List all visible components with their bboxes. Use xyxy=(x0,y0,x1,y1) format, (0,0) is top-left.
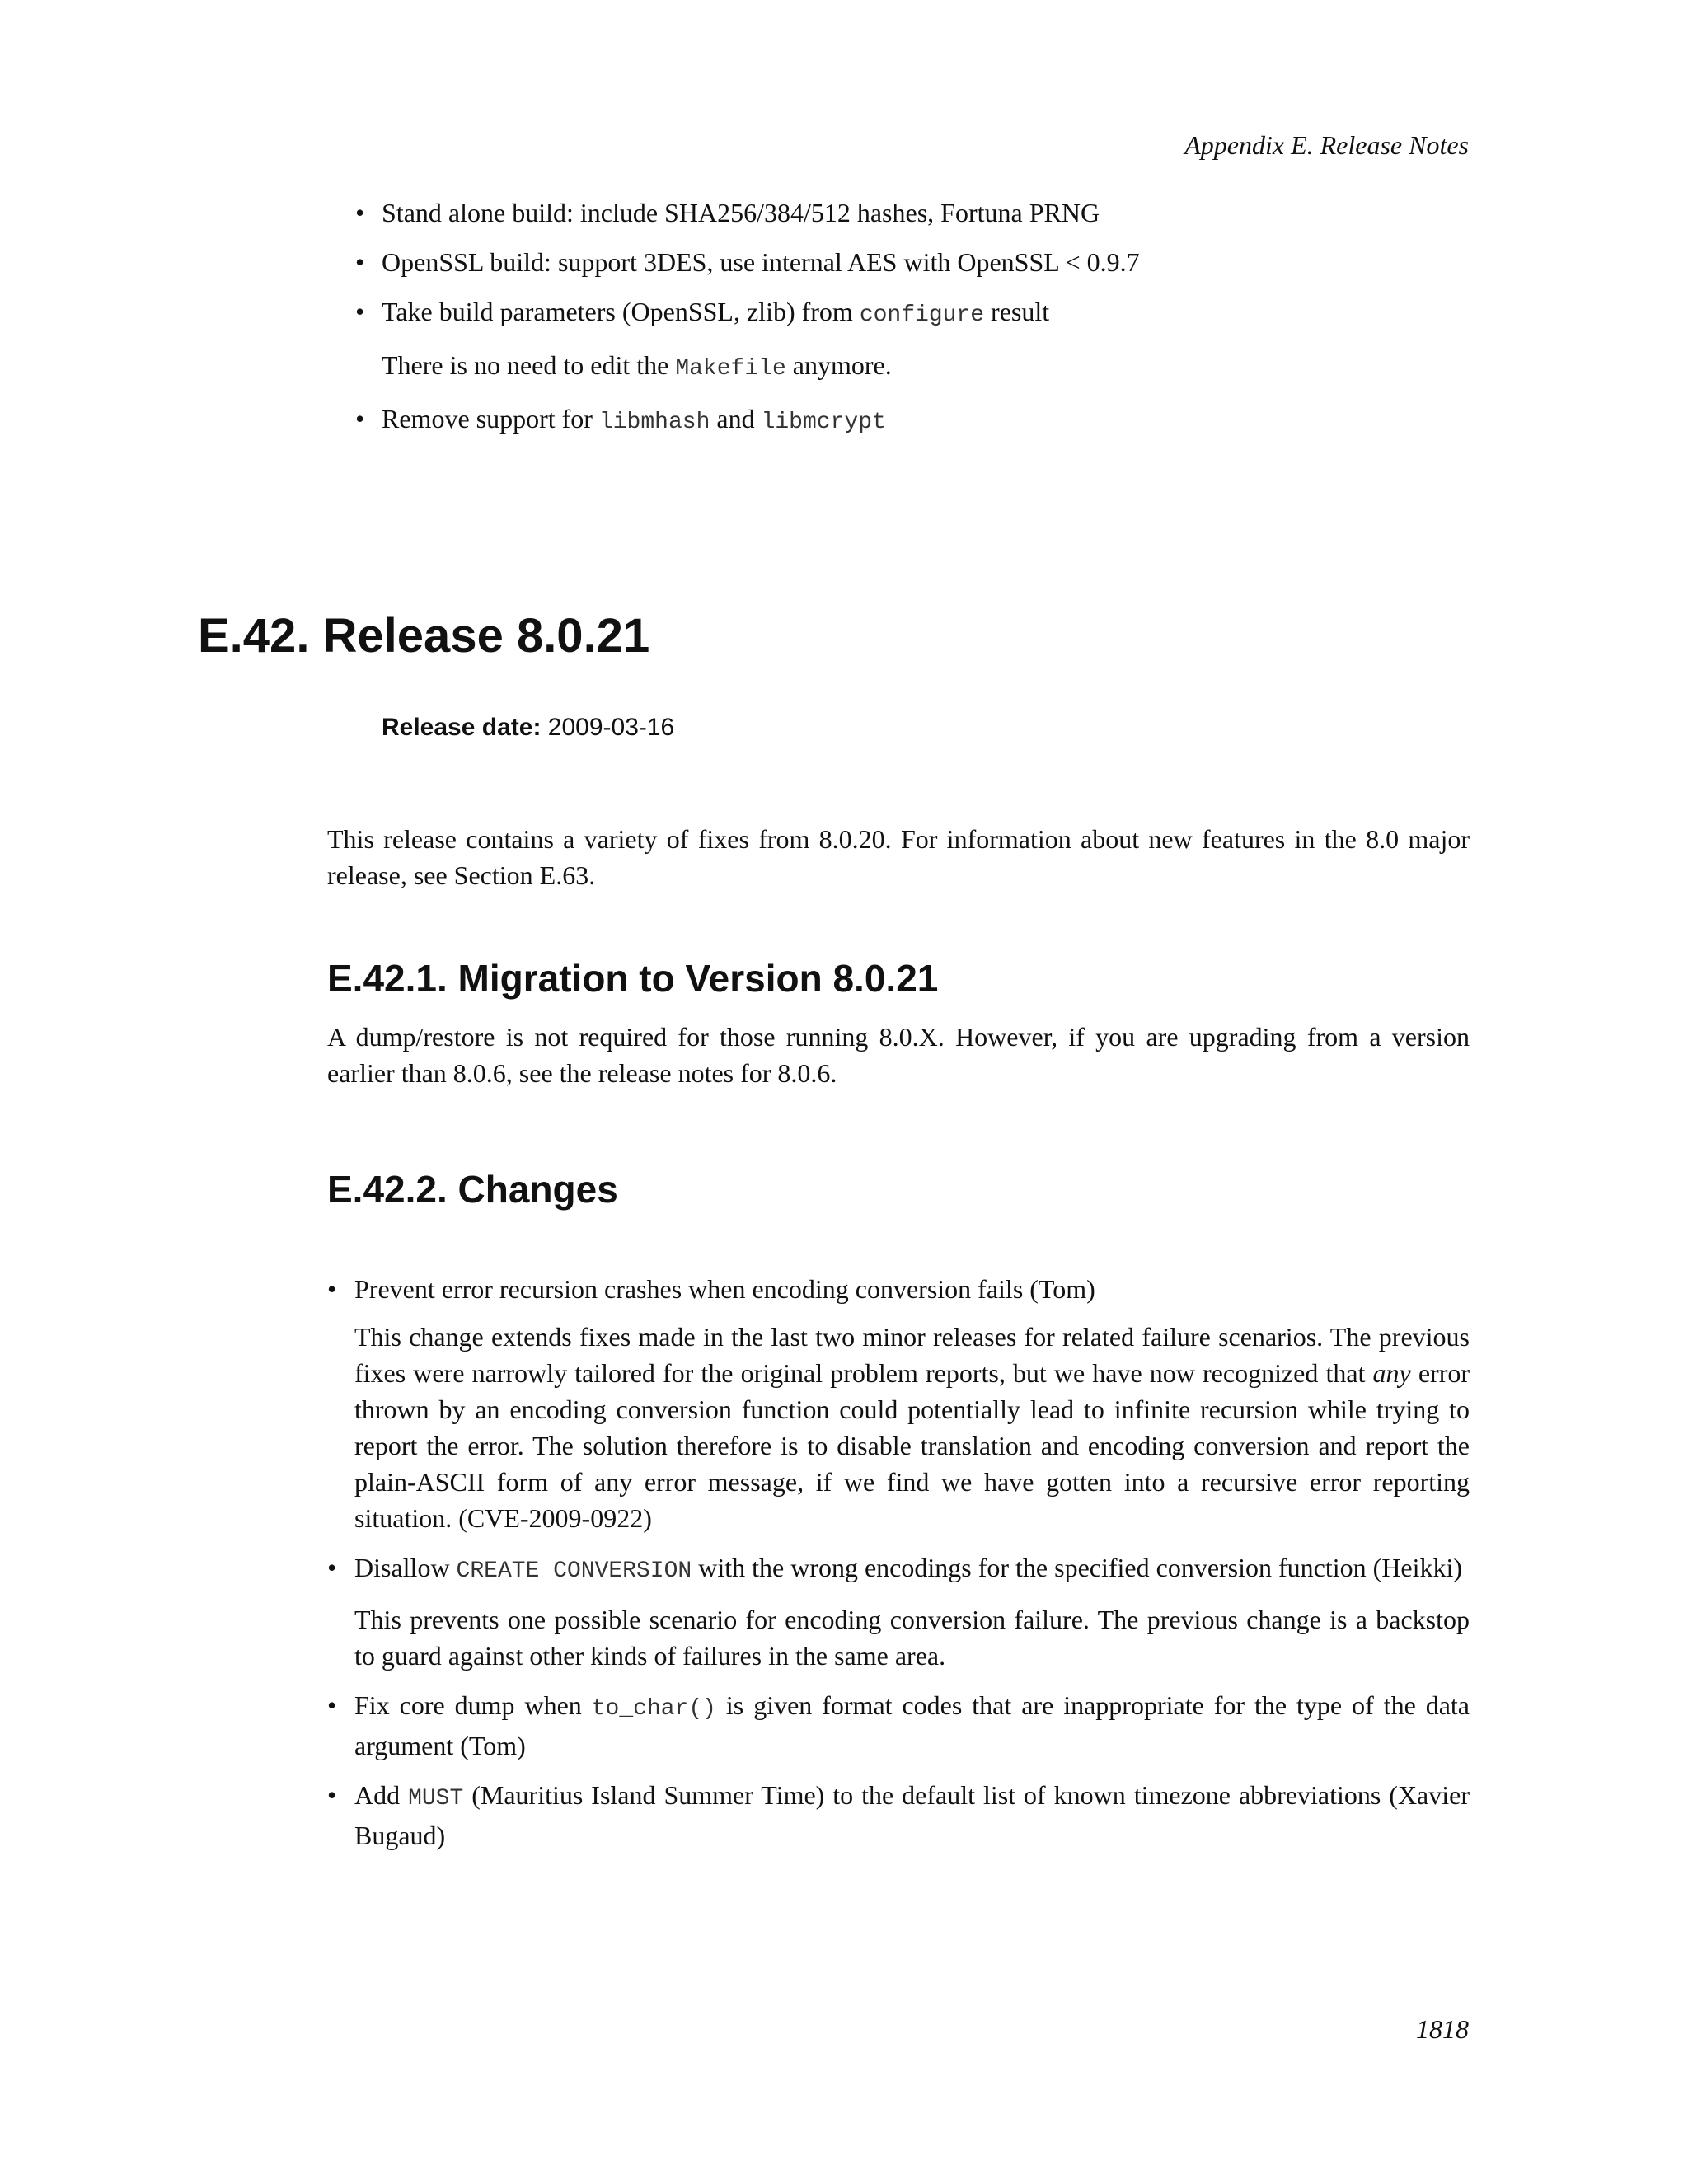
change-summary-pre: Add xyxy=(354,1780,409,1810)
change-summary-post: (Mauritius Island Summer Time) to the default list of known timezone abbreviations (Xavier Bugaud) xyxy=(354,1780,1470,1850)
code-libmcrypt: libmcrypt xyxy=(761,410,886,435)
bullet-icon: • xyxy=(327,1274,337,1304)
list-item-text-mid: and xyxy=(710,404,762,434)
code-create-conversion: CREATE CONVERSION xyxy=(456,1558,692,1584)
bullet-icon: • xyxy=(355,247,365,277)
running-header: Appendix E. Release Notes xyxy=(1184,130,1469,160)
code-configure: configure xyxy=(859,302,985,328)
list-item xyxy=(355,244,1470,280)
intro-paragraph: This release contains a variety of fixes from 8.0.20. For information about new features in the 8.0 major release, see Section E.63. xyxy=(327,824,1470,890)
subnote-text-pre: There is no need to edit the xyxy=(382,350,676,380)
list-item-text-pre: Remove support for xyxy=(382,404,599,434)
changes-heading: E.42.2. Changes xyxy=(327,1168,618,1211)
code-libmhash: libmhash xyxy=(598,410,710,435)
bullet-icon: • xyxy=(327,1780,337,1810)
bullet-icon: • xyxy=(327,1553,337,1582)
list-item xyxy=(327,1777,1470,1854)
list-item xyxy=(355,194,1470,231)
release-date xyxy=(382,714,674,742)
code-to-char: to_char() xyxy=(591,1696,716,1722)
changes-list xyxy=(327,1271,1470,1867)
change-detail-pre: This change extends fixes made in the last two minor releases for related failure scenarios. The previous fixes were narrowly tailored for the original problem reports, but we have now recognized that xyxy=(354,1322,1470,1388)
list-item-text-pre: Take build parameters (OpenSSL, zlib) from xyxy=(382,297,860,326)
migration-paragraph: A dump/restore is not required for those running 8.0.X. However, if you are upgrading from a version earlier than 8.0.6, see the release notes for 8.0.6. xyxy=(327,1022,1470,1088)
change-summary-pre: Disallow xyxy=(354,1553,457,1582)
list-item xyxy=(327,1687,1470,1764)
list-item-text: OpenSSL build: support 3DES, use internal AES with OpenSSL < 0.9.7 xyxy=(382,247,1140,277)
list-item xyxy=(327,1549,1470,1674)
bullet-icon: • xyxy=(355,297,365,326)
list-item-text: Stand alone build: include SHA256/384/512 hashes, Fortuna PRNG xyxy=(382,198,1100,227)
continued-bullet-list xyxy=(355,194,1470,454)
change-summary xyxy=(354,1687,1470,1764)
change-detail xyxy=(354,1319,1470,1536)
page-number: 1818 xyxy=(1416,2014,1469,2044)
list-item xyxy=(355,293,1470,387)
bullet-icon: • xyxy=(327,1690,337,1720)
subnote-text-post: anymore. xyxy=(785,350,892,380)
bullet-icon: • xyxy=(355,404,365,434)
bullet-icon: • xyxy=(355,198,365,227)
list-item xyxy=(327,1271,1470,1536)
change-summary-post: with the wrong encodings for the specified conversion function (Heikki) xyxy=(692,1553,1463,1582)
change-summary: Prevent error recursion crashes when encoding conversion fails (Tom) xyxy=(354,1274,1095,1304)
code-must: MUST xyxy=(408,1786,464,1811)
change-summary-post: is given format codes that are inappropriate for the type of the data argument (Tom) xyxy=(354,1690,1470,1760)
migration-heading: E.42.1. Migration to Version 8.0.21 xyxy=(327,957,939,1000)
change-detail-emphasis: any xyxy=(1372,1358,1411,1388)
change-detail-post: error thrown by an encoding conversion function could potentially lead to infinite recursion while trying to report the error. The solution therefore is to disable translation and encoding conversion and report the plain-ASCII form of any error message, if we find we have gotten into a recursive error reporting situation. (CVE-2009-0922) xyxy=(354,1358,1470,1533)
code-makefile: Makefile xyxy=(675,356,786,382)
release-date-label: Release date: xyxy=(382,714,542,741)
change-summary xyxy=(354,1549,1470,1590)
change-detail: This prevents one possible scenario for encoding conversion failure. The previous change is a backstop to guard against other kinds of failures in the same area. xyxy=(354,1605,1470,1671)
list-item-text-post: result xyxy=(984,297,1050,326)
change-summary xyxy=(354,1777,1470,1854)
change-summary-pre: Fix core dump when xyxy=(354,1690,592,1720)
list-item-subnote xyxy=(382,347,1470,387)
release-date-value: 2009-03-16 xyxy=(547,714,675,741)
section-title: E.42. Release 8.0.21 xyxy=(198,609,650,663)
list-item xyxy=(355,401,1470,441)
